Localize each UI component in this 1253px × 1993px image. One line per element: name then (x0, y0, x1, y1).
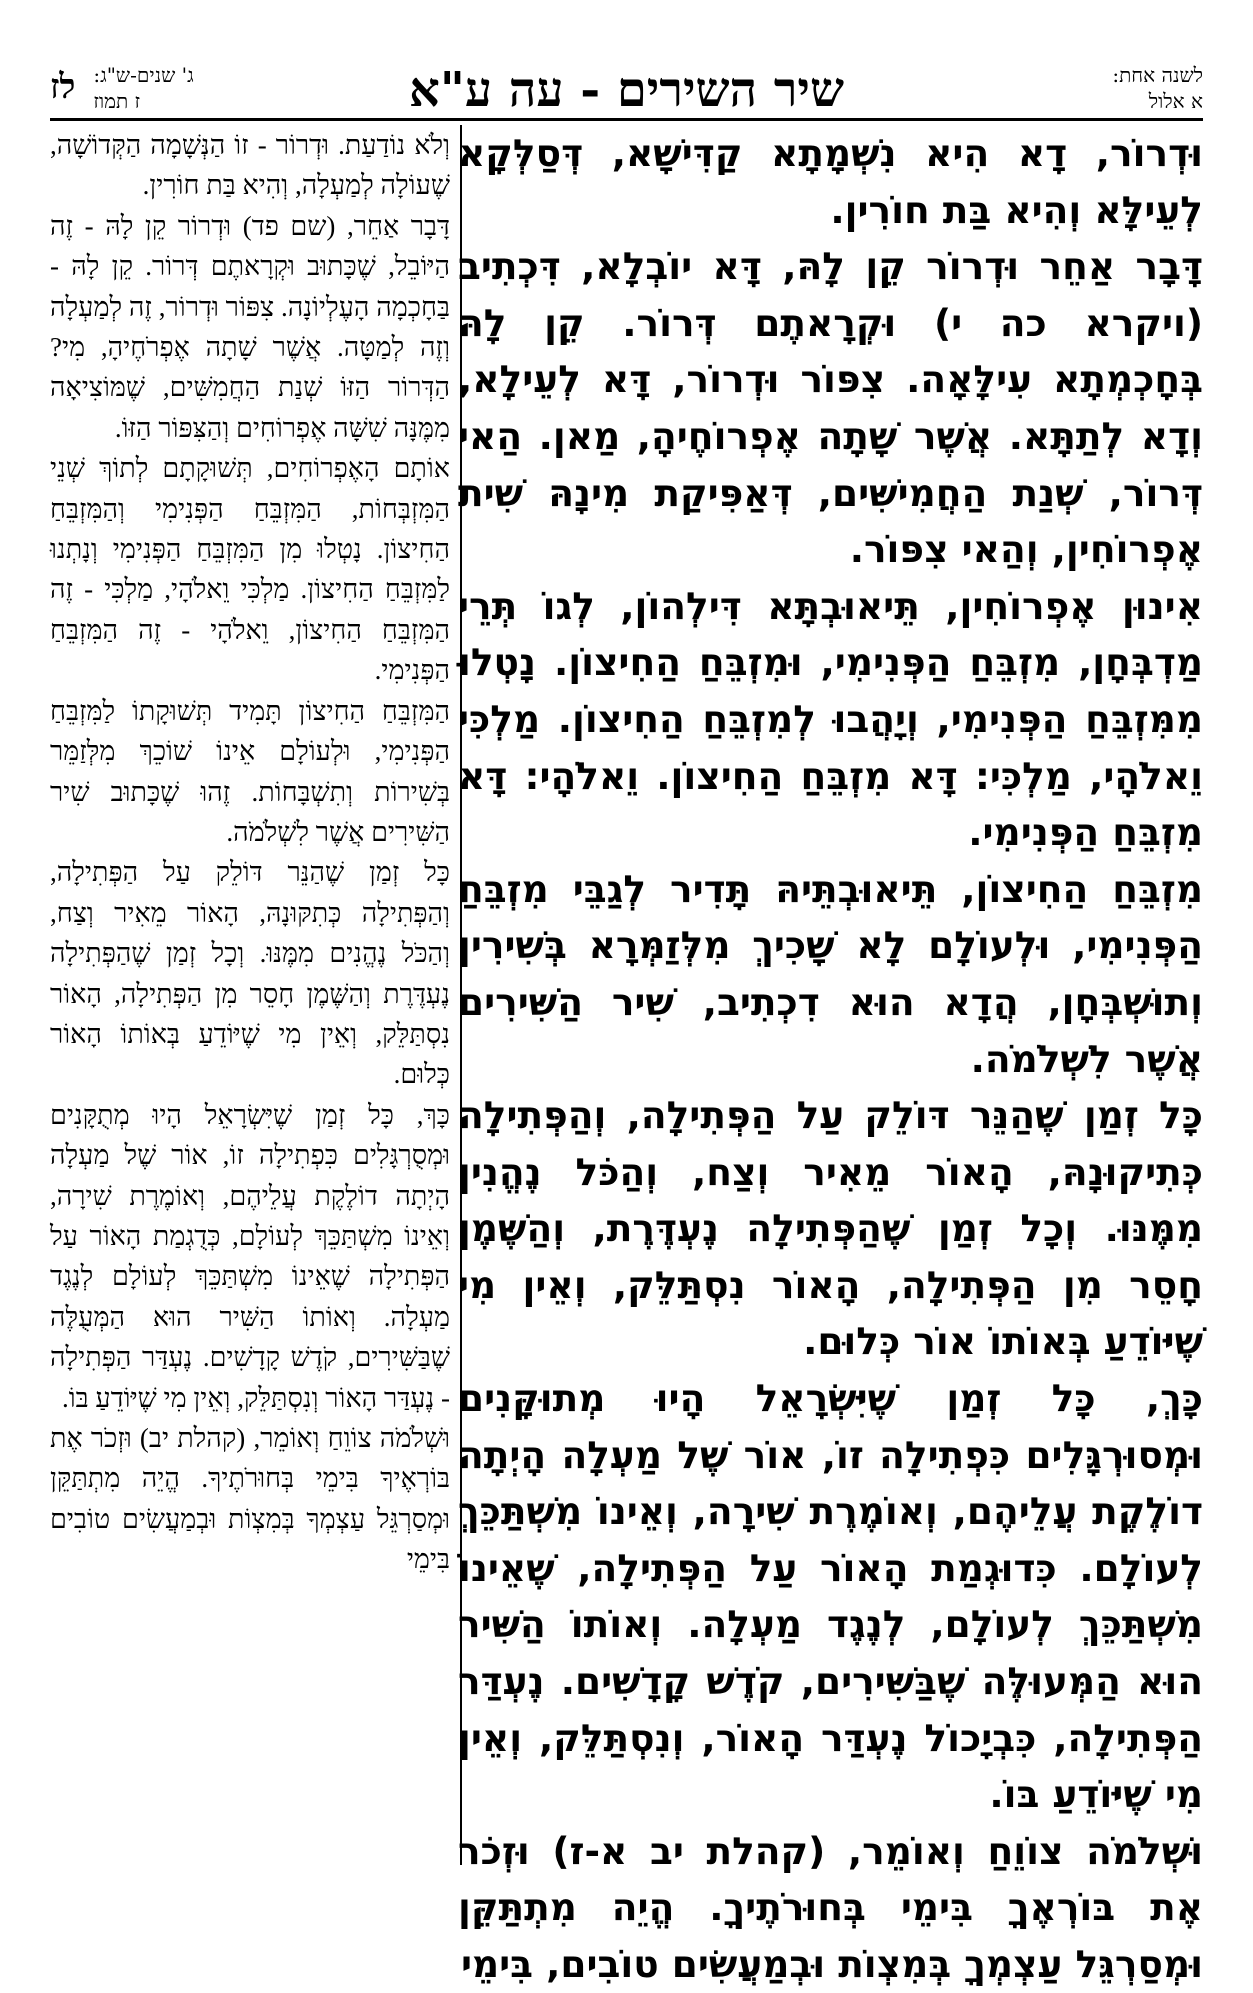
translation-paragraph: כָּל זְמַן שֶׁהַנֵּר דּוֹלֵק עַל הַפְּתִילָה, וְהַפְּתִילָה כְּתִקּוּנָהּ, הָאוֹר מֵאִיר וְצַח, וְהַכֹּל נֶהֱנִים מִמֶּנּוּ. וְכָל זְמַן שֶׁהַפְּתִילָה נֶעְדֶּרֶת וְהַשֶּׁמֶן חָסֵר מִן הַפְּתִילָה, הָאוֹר נִסְתַּלֵּק, וְאֵין מִי שֶׁיּוֹדֵעַ בְּאוֹתוֹ הָאוֹר כְּלוּם. (50, 857, 450, 1090)
main-paragraph: כָּךְ, כָּל זְמַן שֶׁיִּשְׂרָאֵל הָיוּ מְתוּקָּנִים וּמְסוּרְגָּלִים כִּפְתִילָה זוֹ, אוֹר שֶׁל מַעְלָה הָיְתָה דוֹלֶקֶת עֲלֵיהֶם, וְאוֹמֶרֶת שִׁירָה, וְאֵינוֹ מִשְׁתַּכֵּךְ לְעוֹלָם. כִּדוּגְמַת הָאוֹר עַל הַפְּתִילָה, שֶׁאֵינוֹ מִשְׁתַּכֵּךְ לְעוֹלָם, לְנֶגֶד מַעְלָה. וְאוֹתוֹ הַשִּׁיר הוּא הַמְּעוּלֶּה שֶׁבַּשִּׁירִים, קֹדֶשׁ קָדָשִׁים. נֶעְדַּר הַפְּתִילָה, כִּבְיָכוֹל נֶעְדַּר הָאוֹר, וְנִסְתַּלֵּק, וְאֵין מִי שֶׁיּוֹדֵעַ בּוֹ. (458, 1376, 1203, 1817)
header-left-line-1: ג' שנים-ש"ג: (93, 63, 194, 87)
main-paragraph: וּדְרוֹר, דָא הִיא נִשְׁמָתָא קַדִּישָׁא, דְּסַלְּקָא לְעֵילָּא וְהִיא בַּת חוֹרִין. (458, 131, 1203, 232)
main-paragraph: אִינוּן אֶפְרוֹחִין, תֵּיאוּבְתָּא דִּילְהוֹן, לְגוֹ תְּרֵי מַדְבְּחָן, מִזְבֵּחַ הַפְּנִימִי, וּמִזְבֵּחַ הַחִיצוֹן. נָטְלוּ מִמִּזְבֵּחַ הַפְּנִימִי, וְיָהֲבוּ לְמִזְבֵּחַ הַחִיצוֹן. מַלְכִּי וֵאלֹהָי, מַלְכִּי: דָּא מִזְבֵּחַ הַחִיצוֹן. וֵאלֹהָי: דָּא מִזְבֵּחַ הַפְּנִימִי. (458, 583, 1203, 855)
main-text-column (458, 125, 1203, 1986)
translation-paragraph: כָּךְ, כָּל זְמַן שֶׁיִּשְׂרָאֵל הָיוּ מְתֻקָּנִים וּמְסֻרְגָּלִים כִּפְתִילָה זוֹ, אוֹר שֶׁל מַעְלָה הָיְתָה דוֹלֶקֶת עֲלֵיהֶם, וְאוֹמֶרֶת שִׁירָה, וְאֵינוֹ מִשְׁתַּכֵּךְ לְעוֹלָם, כְּדֻגְמַת הָאוֹר עַל הַפְּתִילָה שֶׁאֵינוֹ מִשְׁתַּכֵּךְ לְעוֹלָם לְנֶגֶד מַעְלָה. וְאוֹתוֹ הַשִּׁיר הוּא הַמְּעֻלֶּה שֶׁבַּשִּׁירִים, קֹדֶשׁ קָדָשִׁים. נֶעְדַּר הַפְּתִילָה - נֶעְדַּר הָאוֹר וְנִסְתַּלֵּק, וְאֵין מִי שֶׁיּוֹדֵעַ בּוֹ. (50, 1099, 450, 1413)
translation-paragraph: וְלֹא נוֹדַעַת. וּדְרוֹר - זוֹ הַנְּשָׁמָה הַקְּדוֹשָׁה, שֶׁעוֹלָה לְמַעְלָה, וְהִיא בַּת חוֹרִין. (50, 130, 450, 201)
header-left-dates (93, 62, 193, 114)
page-number: לז (50, 67, 76, 107)
page-title: שיר השירים - עה ע"א (409, 62, 844, 118)
header-left-line-2: ז תמוז (93, 89, 141, 113)
page-header (40, 60, 1213, 120)
translation-paragraph: דָּבָר אַחֵר, (שם פד) וּדְרוֹר קֵן לָהּ - זֶה הַיּוֹבֵל, שֶׁכָּתוּב וּקְרָאתֶם דְּרוֹר. קֵן לָהּ - בַּחָכְמָה הָעֶלְיוֹנָה. צִפּוֹר וּדְרוֹר, זֶה לְמַעְלָה וְזֶה לְמַטָּה. אֲשֶׁר שָׁתָה אֶפְרֹחֶיהָ, מִי? הַדְּרוֹר הַזּוֹ שְׁנַת הַחֲמִשִּׁים, שֶׁמּוֹצִיאָה מִמֶּנָּה שִׁשָּׁה אֶפְרוֹחִים וְהַצִּפּוֹר הַזּוֹ. (50, 210, 450, 443)
header-left-block (50, 62, 194, 114)
header-rule (50, 118, 1203, 121)
column-divider (460, 125, 462, 1865)
main-paragraph: וּשְׁלֹמֹה צוֹוֵחַ וְאוֹמֵר, (קהלת יב א-ז) וּזְכֹר אֶת בּוֹרְאֶךָ בִּימֵי בְּחוּרֹתֶיךָ. הֱיֵה מִתְתַּקֵּן וּמְסַרְגֵּל עַצְמְךָ בְּמִצְוֹת וּבְמַעֲשִׂים טוֹבִים, בִּימֵי (458, 1828, 1203, 1986)
translation-paragraph: וּשְׁלֹמֹה צוֹוֵחַ וְאוֹמֵר, (קהלת יב) וּזְכֹר אֶת בּוֹרְאֶיךָ בִּימֵי בְּחוּרֹתֶיךָ. הֱיֵה מִתְתַּקֵּן וּמְסַרְגֵּל עַצְמְךָ בְּמִצְוֹת וּבְמַעֲשִׂים טוֹבִים בִּימֵי (50, 1423, 450, 1575)
header-right-line-1: לשנה אחת: (1112, 63, 1203, 87)
main-paragraph: כָּל זְמַן שֶׁהַנֵּר דּוֹלֵק עַל הַפְּתִילָה, וְהַפְּתִילָה כְּתִיקוּנָהּ, הָאוֹר מֵאִיר וְצַח, וְהַכֹּל נֶהֱנִין מִמֶּנּוּ. וְכָל זְמַן שֶׁהַפְּתִילָה נֶעְדֶּרֶת, וְהַשֶּׁמֶן חָסֵר מִן הַפְּתִילָה, הָאוֹר נִסְתַּלֵּק, וְאֵין מִי שֶׁיּוֹדֵעַ בְּאוֹתוֹ אוֹר כְּלוּם. (458, 1093, 1203, 1364)
translation-column (50, 125, 450, 1865)
translation-paragraph: הַמִּזְבֵּחַ הַחִיצוֹן תָּמִיד תְּשׁוּקָתוֹ לַמִּזְבֵּחַ הַפְּנִימִי, וּלְעוֹלָם אֵינוֹ שׁוֹכֵךְ מִלְּזַמֵּר בְּשִׁירוֹת וְתִשְׁבָּחוֹת. זֶהוּ שֶׁכָּתוּב שִׁיר הַשִּׁירִים אֲשֶׁר לִשְׁלֹמֹה. (50, 695, 450, 847)
main-paragraph: דָּבָר אַחֵר וּדְרוֹר קֵן לָהּ, דָּא יוֹבְלָא, דִּכְתִיב (ויקרא כה י) וּקְרָאתֶם דְּרוֹר. קֵן לָהּ בְּחָכְמְתָא עִילָּאָה. צִפּוֹר וּדְרוֹר, דָּא לְעֵילָא, וְדָא לְתַתָּא. אֲשֶׁר שָׁתָה אֶפְרוֹחֶיהָ, מַאן. הַאי דְּרוֹר, שְׁנַת הַחֲמִישִּׁים, דְּאַפִּיקַת מִינָהּ שִׁית אֶפְרוֹחִין, וְהַאי צִפּוֹר. (458, 244, 1203, 572)
header-right-line-2: א אלול (1148, 89, 1203, 113)
translation-paragraph: אוֹתָם הָאֶפְרוֹחִים, תְּשׁוּקָתָם לְתוֹךְ שְׁנֵי הַמִּזְבְּחוֹת, הַמִּזְבֵּחַ הַפְּנִימִי וְהַמִּזְבֵּחַ הַחִיצוֹן. נָטְלוּ מִן הַמִּזְבֵּחַ הַפְּנִימִי וְנָתְנוּ לַמִּזְבֵּחַ הַחִיצוֹן. מַלְכִּי וֵאלֹהָי, מַלְכִּי - זֶה הַמִּזְבֵּחַ הַחִיצוֹן, וֵאלֹהָי - זֶה הַמִּזְבֵּחַ הַפְּנִימִי. (50, 453, 450, 686)
main-paragraph: מִזְבֵּחַ הַחִיצוֹן, תֵּיאוּבְתֵּיהּ תָּדִיר לְגַבֵּי מִזְבֵּחַ הַפְּנִימִי, וּלְעוֹלָם לָא שָׁכִיךְ מִלְּזַמְּרָא בְּשִׁירִין וְתוּשְׁבְּחָן, הֲדָא הוּא דִכְתִיב, שִׁיר הַשִּׁירִים אֲשֶׁר לִשְׁלֹמֹה. (458, 866, 1203, 1081)
